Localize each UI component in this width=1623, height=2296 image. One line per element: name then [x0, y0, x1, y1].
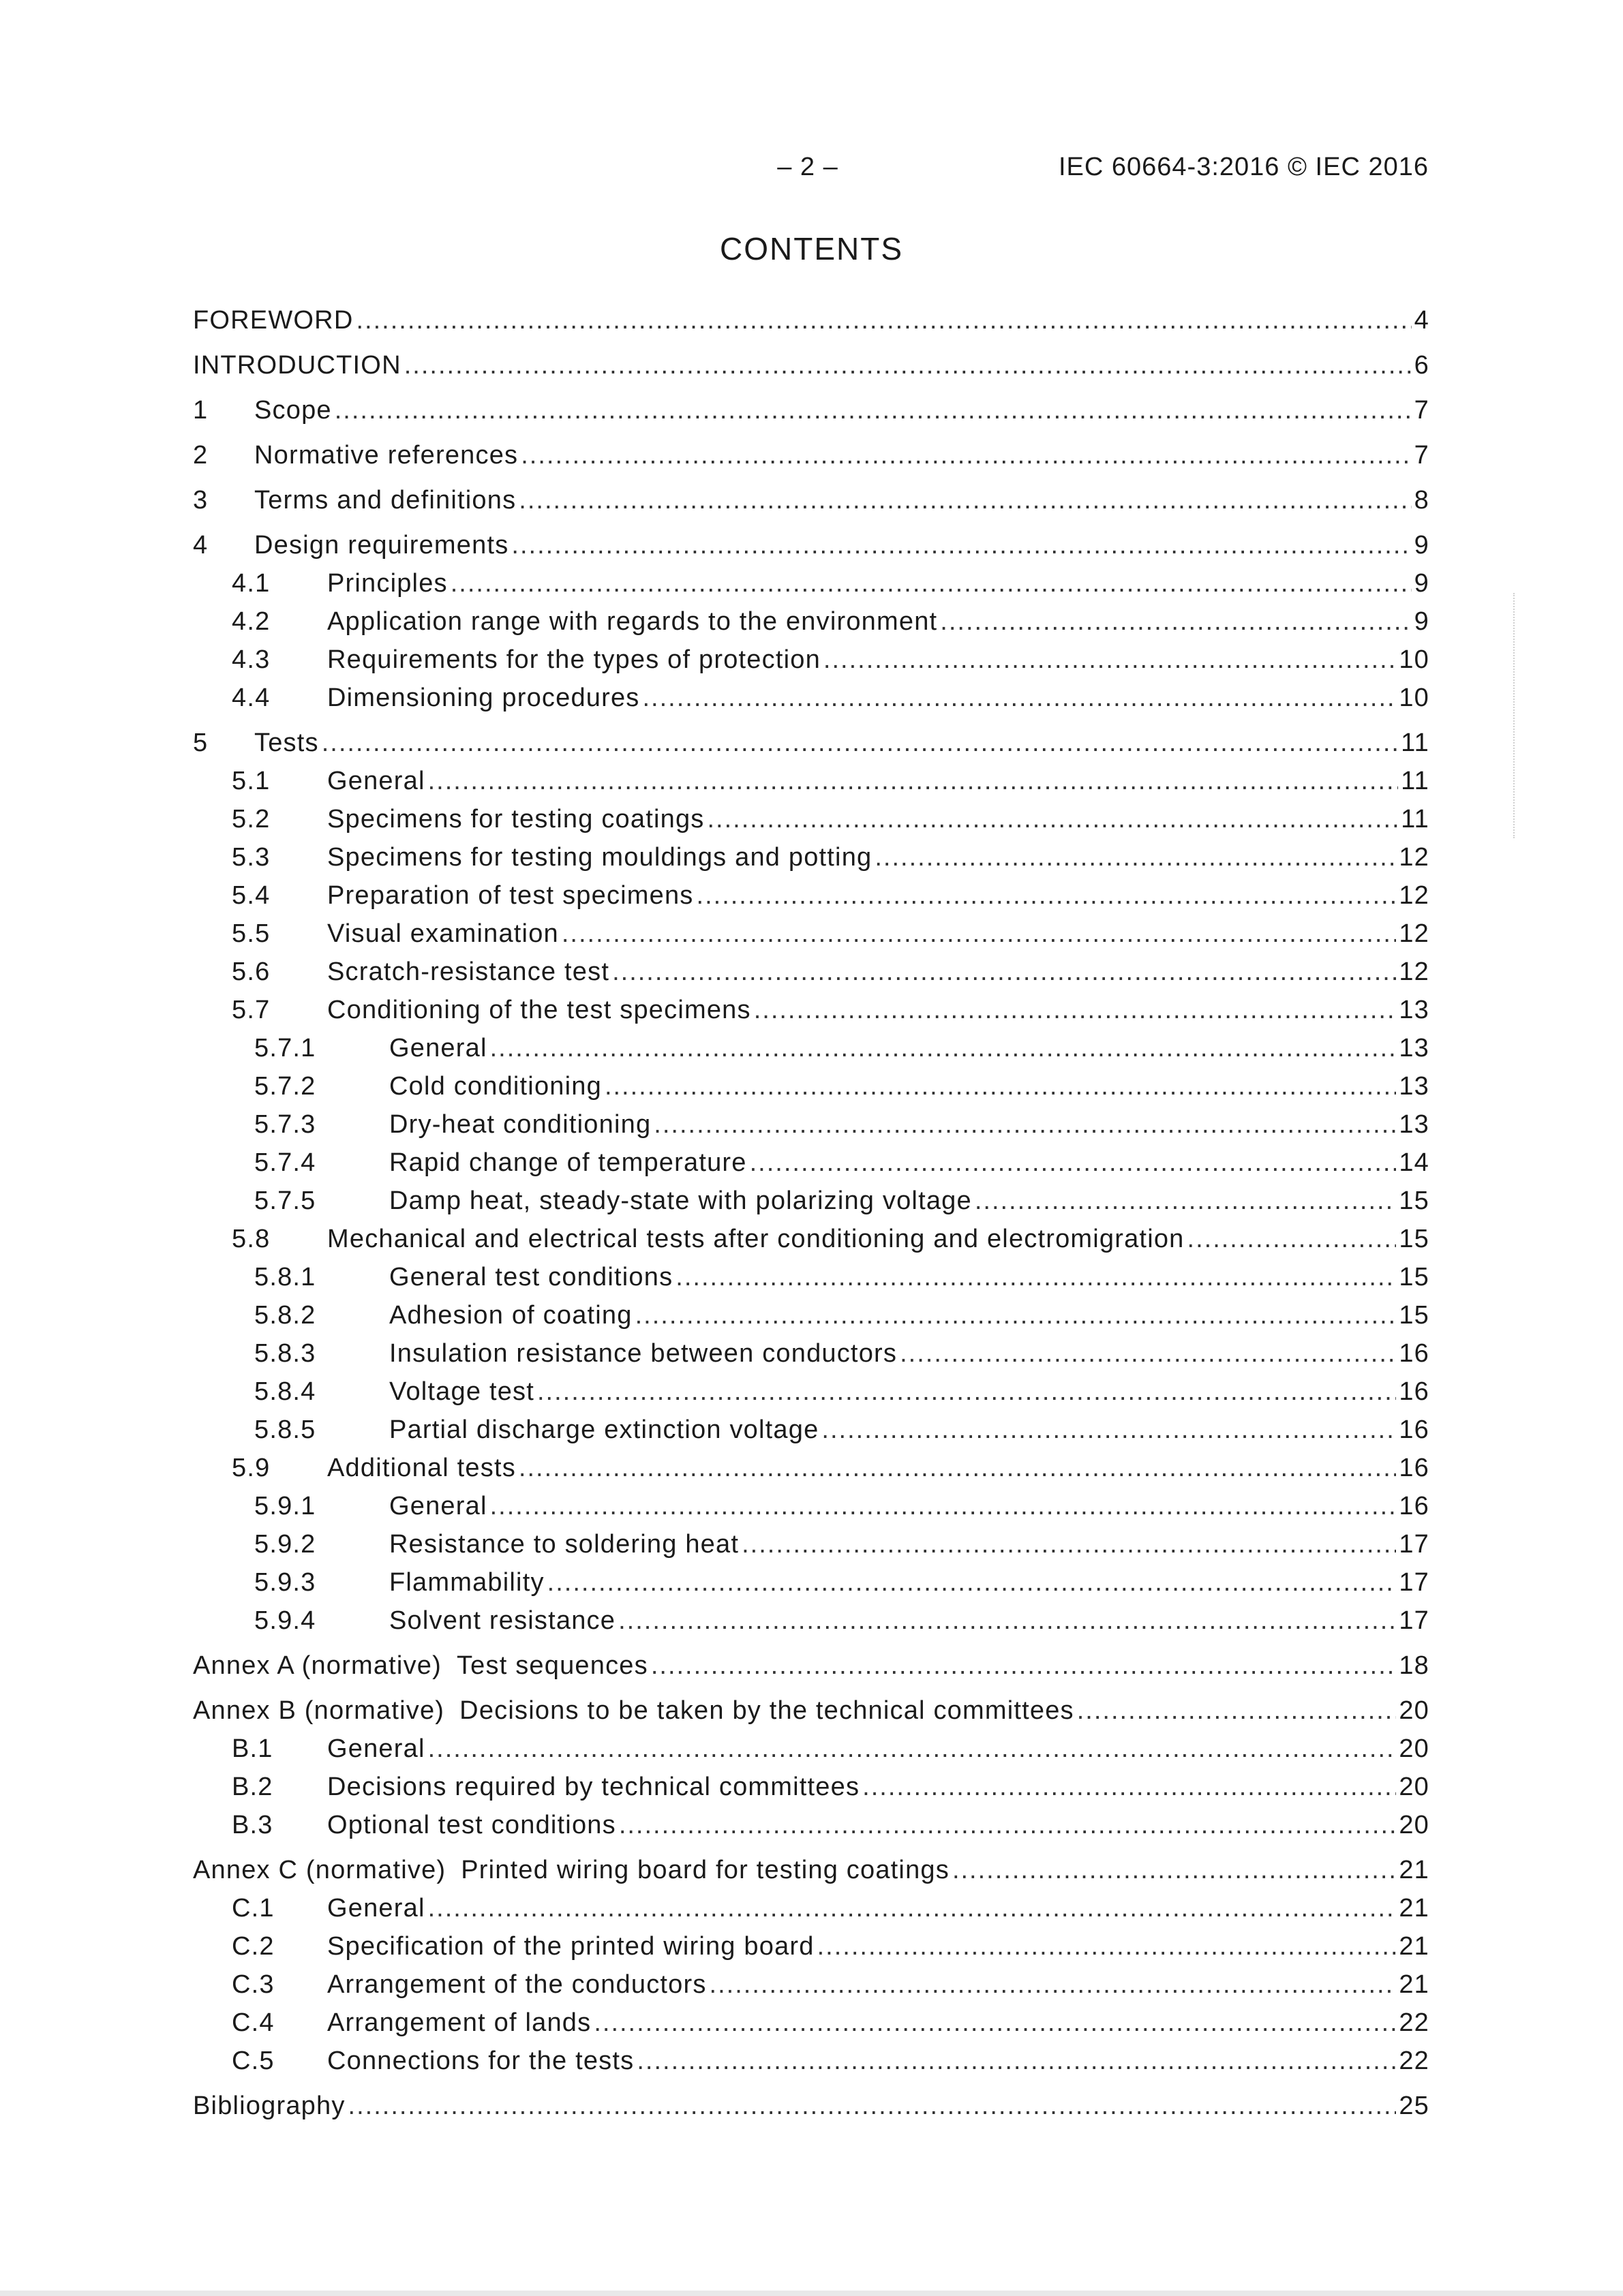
toc-entry-page: 22 — [1399, 2008, 1429, 2037]
toc-entry-title: Terms and definitions — [254, 486, 517, 515]
toc-entry-number: B.1 — [232, 1734, 273, 1763]
toc-entry-number: 4 — [193, 531, 209, 560]
toc-entry[interactable] — [193, 1065, 1429, 1103]
toc-entry[interactable] — [193, 1484, 1429, 1522]
toc-entry[interactable] — [193, 638, 1429, 676]
toc-entry[interactable] — [193, 874, 1429, 912]
toc-entry-page: 17 — [1399, 1606, 1429, 1635]
toc-entry[interactable] — [193, 2039, 1429, 2077]
toc-entry[interactable] — [193, 912, 1429, 950]
toc-entry-page: 20 — [1399, 1773, 1429, 1801]
toc-entry-title: Preparation of test specimens — [327, 881, 694, 910]
toc-entry-number: Annex B (normative) — [193, 1696, 445, 1725]
toc-entry-page: 11 — [1401, 805, 1429, 833]
toc-entry-number: 5.8.3 — [254, 1339, 316, 1368]
toc-entry-number: C.4 — [232, 2008, 275, 2037]
toc-entry-number: 5.8.2 — [254, 1301, 316, 1330]
table-of-contents — [193, 292, 1429, 2122]
document-reference: IEC 60664-3:2016 © IEC 2016 — [1058, 153, 1429, 181]
dot-leader — [511, 529, 1411, 562]
toc-entry-number: 5.8.1 — [254, 1263, 316, 1291]
dot-leader — [750, 1146, 1397, 1179]
dot-leader — [537, 1375, 1396, 1408]
toc-entry-page: 21 — [1399, 1894, 1429, 1923]
toc-entry-title: General — [389, 1034, 487, 1062]
toc-entry-title: Tests — [254, 729, 319, 757]
dot-leader — [490, 1490, 1397, 1522]
toc-entry-title: Scope — [254, 396, 332, 425]
toc-entry-title: Visual examination — [327, 919, 559, 948]
toc-entry-page: 17 — [1399, 1530, 1429, 1559]
toc-entry-number: 5.7.4 — [254, 1148, 316, 1177]
toc-entry-title: Specification of the printed wiring board — [327, 1932, 815, 1961]
toc-entry[interactable] — [193, 1522, 1429, 1561]
toc-entry-number: C.3 — [232, 1970, 275, 1999]
toc-entry-title: General — [389, 1492, 487, 1520]
toc-entry-title: Design requirements — [254, 531, 509, 560]
dot-leader — [637, 2045, 1396, 2077]
toc-entry-page: 9 — [1414, 569, 1429, 598]
toc-entry-page: 16 — [1399, 1339, 1429, 1368]
toc-entry-page: 7 — [1414, 441, 1429, 470]
toc-entry-number: 5.1 — [232, 767, 271, 795]
toc-entry-page: 22 — [1399, 2047, 1429, 2075]
toc-entry-page: 16 — [1399, 1492, 1429, 1520]
toc-entry[interactable] — [193, 433, 1429, 472]
toc-entry-page: 4 — [1414, 306, 1429, 335]
toc-entry-title: Decisions to be taken by the technical committees — [459, 1696, 1074, 1725]
toc-entry[interactable] — [193, 299, 1429, 337]
toc-entry-title: Adhesion of coating — [389, 1301, 633, 1330]
toc-entry-page: 12 — [1399, 919, 1429, 948]
toc-entry-title: Cold conditioning — [389, 1072, 602, 1101]
dot-leader — [428, 1892, 1397, 1925]
toc-entry-title: Principles — [327, 569, 448, 598]
dot-leader — [900, 1337, 1396, 1370]
toc-entry-title: Rapid change of temperature — [389, 1148, 747, 1177]
toc-entry-title: Scratch-resistance test — [327, 958, 610, 986]
dot-leader — [490, 1032, 1397, 1065]
dot-leader — [428, 765, 1399, 797]
toc-entry-title: Voltage test — [389, 1377, 534, 1406]
toc-entry-title: General test conditions — [389, 1263, 673, 1291]
dot-leader — [451, 567, 1412, 600]
toc-entry-page: 17 — [1399, 1568, 1429, 1597]
dot-leader — [643, 682, 1397, 714]
toc-entry-number: 1 — [193, 396, 209, 425]
dot-leader — [547, 1566, 1397, 1599]
dot-leader — [1187, 1223, 1397, 1255]
dot-leader — [519, 1452, 1396, 1484]
toc-entry-page: 25 — [1399, 2092, 1429, 2120]
toc-entry-title: Arrangement of the conductors — [327, 1970, 707, 1999]
toc-entry-title: Additional tests — [327, 1454, 516, 1482]
toc-entry-page: 14 — [1399, 1148, 1429, 1177]
toc-entry[interactable] — [193, 1727, 1429, 1765]
toc-entry-title: Specimens for testing coatings — [327, 805, 705, 833]
dot-leader — [322, 726, 1398, 759]
toc-entry-page: 13 — [1399, 996, 1429, 1024]
toc-entry[interactable] — [193, 562, 1429, 600]
toc-entry-number: 4.4 — [232, 684, 271, 712]
toc-entry-number: 5.4 — [232, 881, 271, 910]
toc-entry-page: 12 — [1399, 881, 1429, 910]
toc-entry-title: General — [327, 1734, 425, 1763]
toc-entry-title: Partial discharge extinction voltage — [389, 1415, 819, 1444]
toc-entry-page: 10 — [1399, 684, 1429, 712]
toc-entry-page: 21 — [1399, 1932, 1429, 1961]
dot-leader — [817, 1930, 1397, 1963]
dot-leader — [708, 803, 1399, 836]
toc-entry[interactable] — [193, 950, 1429, 988]
toc-entry-number: Annex C (normative) — [193, 1856, 446, 1884]
toc-entry-number: 4.1 — [232, 569, 271, 598]
toc-entry-number: 5.9.2 — [254, 1530, 316, 1559]
toc-entry[interactable] — [193, 836, 1429, 874]
toc-entry[interactable] — [193, 388, 1429, 427]
toc-entry-number: C.1 — [232, 1894, 275, 1923]
toc-entry-number: 3 — [193, 486, 209, 515]
toc-entry[interactable] — [193, 1294, 1429, 1332]
toc-entry-page: 18 — [1399, 1651, 1429, 1680]
dot-leader — [651, 1649, 1397, 1682]
toc-entry-title: Printed wiring board for testing coatings — [461, 1856, 950, 1884]
toc-entry-page: 20 — [1399, 1696, 1429, 1725]
toc-entry[interactable] — [193, 1925, 1429, 1963]
dot-leader — [519, 484, 1411, 517]
toc-entry-title: Mechanical and electrical tests after conditioning and electromigration — [327, 1225, 1185, 1253]
toc-title: CONTENTS — [720, 231, 903, 266]
toc-entry[interactable] — [193, 1848, 1429, 1886]
toc-entry-title: Normative references — [254, 441, 519, 470]
toc-entry-number: 5.8.5 — [254, 1415, 316, 1444]
dot-leader — [612, 955, 1396, 988]
dot-leader — [348, 2090, 1397, 2122]
toc-entry-title: Dry-heat conditioning — [389, 1110, 652, 1139]
toc-entry[interactable] — [193, 1370, 1429, 1408]
toc-entry-number: C.2 — [232, 1932, 275, 1961]
toc-entry[interactable] — [193, 1765, 1429, 1803]
toc-entry[interactable] — [193, 1561, 1429, 1599]
toc-entry[interactable] — [193, 1408, 1429, 1446]
toc-entry[interactable] — [193, 2001, 1429, 2039]
toc-entry[interactable] — [193, 797, 1429, 836]
toc-entry-title: Bibliography — [193, 2092, 346, 2120]
toc-entry[interactable] — [193, 523, 1429, 562]
toc-entry-page: 13 — [1399, 1034, 1429, 1062]
toc-entry[interactable] — [193, 1446, 1429, 1484]
toc-entry[interactable] — [193, 2084, 1429, 2122]
toc-entry-title: Solvent resistance — [389, 1606, 616, 1635]
toc-entry-number: 4.2 — [232, 607, 271, 636]
toc-entry[interactable] — [193, 1179, 1429, 1217]
dot-leader — [940, 605, 1411, 638]
dot-leader — [335, 394, 1412, 427]
toc-entry-title: Arrangement of lands — [327, 2008, 592, 2037]
toc-entry-title: Application range with regards to the environment — [327, 607, 938, 636]
toc-entry-page: 21 — [1399, 1856, 1429, 1884]
toc-entry-number: 5.9 — [232, 1454, 271, 1482]
toc-entry-number: 5.8 — [232, 1225, 271, 1253]
dot-leader — [619, 1809, 1397, 1841]
toc-entry-page: 15 — [1399, 1187, 1429, 1215]
toc-entry[interactable] — [193, 988, 1429, 1026]
dot-leader — [862, 1771, 1396, 1803]
toc-entry-page: 9 — [1414, 531, 1429, 560]
toc-entry-title: Resistance to soldering heat — [389, 1530, 740, 1559]
toc-entry-number: 4.3 — [232, 645, 271, 674]
toc-entry-number: 5.3 — [232, 843, 271, 872]
toc-entry-number: 5.9.1 — [254, 1492, 316, 1520]
toc-entry-title: General — [327, 1894, 425, 1923]
dot-leader — [618, 1604, 1396, 1637]
toc-entry[interactable] — [193, 1255, 1429, 1294]
toc-entry[interactable] — [193, 1103, 1429, 1141]
toc-entry-page: 15 — [1399, 1301, 1429, 1330]
toc-entry[interactable] — [193, 343, 1429, 382]
toc-entry-page: 11 — [1401, 729, 1429, 757]
dot-leader — [676, 1261, 1396, 1294]
toc-entry-title: Decisions required by technical committees — [327, 1773, 860, 1801]
toc-entry-number: 5.8.4 — [254, 1377, 316, 1406]
toc-entry[interactable] — [193, 1689, 1429, 1727]
toc-entry[interactable] — [193, 1803, 1429, 1841]
toc-entry-number: 5.9.4 — [254, 1606, 316, 1635]
dot-leader — [821, 1413, 1396, 1446]
toc-entry-page: 8 — [1414, 486, 1429, 515]
toc-entry-number: 5.7 — [232, 996, 271, 1024]
toc-entry[interactable] — [193, 1217, 1429, 1255]
toc-entry-number: 5.7.2 — [254, 1072, 316, 1101]
toc-entry[interactable] — [193, 1963, 1429, 2001]
toc-entry-number: C.5 — [232, 2047, 275, 2075]
toc-entry-page: 20 — [1399, 1734, 1429, 1763]
dot-leader — [697, 879, 1397, 912]
toc-entry-page: 13 — [1399, 1072, 1429, 1101]
toc-entry[interactable] — [193, 1026, 1429, 1065]
dot-leader — [635, 1299, 1397, 1332]
toc-entry-number: 5.5 — [232, 919, 271, 948]
toc-entry-title: Conditioning of the test specimens — [327, 996, 751, 1024]
toc-entry-number: Annex A (normative) — [193, 1651, 442, 1680]
toc-entry[interactable] — [193, 676, 1429, 714]
dot-leader — [710, 1968, 1397, 2001]
toc-entry-page: 16 — [1399, 1415, 1429, 1444]
toc-entry-page: 15 — [1399, 1263, 1429, 1291]
toc-entry-page: 12 — [1399, 843, 1429, 872]
toc-entry-number: 5 — [193, 729, 209, 757]
toc-entry-title: Requirements for the types of protection — [327, 645, 821, 674]
toc-entry-number: 5.2 — [232, 805, 271, 833]
dot-leader — [562, 917, 1396, 950]
toc-entry-number: B.2 — [232, 1773, 273, 1801]
toc-entry-page: 20 — [1399, 1811, 1429, 1839]
dot-leader — [594, 2006, 1396, 2039]
margin-mark — [1513, 593, 1517, 838]
toc-entry-number: 5.7.1 — [254, 1034, 316, 1062]
toc-entry-title: Dimensioning procedures — [327, 684, 640, 712]
toc-entry-title: FOREWORD — [193, 306, 354, 335]
toc-entry-number: 5.6 — [232, 958, 271, 986]
toc-entry-page: 15 — [1399, 1225, 1429, 1253]
toc-entry-page: 6 — [1414, 351, 1429, 380]
toc-entry-title: Optional test conditions — [327, 1811, 616, 1839]
bottom-rule — [0, 2291, 1623, 2296]
toc-entry-number: B.3 — [232, 1811, 273, 1839]
page-number: – 2 – — [777, 153, 838, 181]
dot-leader — [404, 349, 1412, 382]
dot-leader — [605, 1070, 1396, 1103]
dot-leader — [521, 439, 1411, 472]
toc-entry[interactable] — [193, 759, 1429, 797]
toc-entry-number: 5.7.3 — [254, 1110, 316, 1139]
toc-entry[interactable] — [193, 1141, 1429, 1179]
dot-leader — [875, 841, 1396, 874]
dot-leader — [356, 304, 1411, 337]
dot-leader — [654, 1108, 1396, 1141]
toc-entry-title: Insulation resistance between conductors — [389, 1339, 898, 1368]
toc-entry-title: Specimens for testing mouldings and potting — [327, 843, 873, 872]
toc-entry-page: 16 — [1399, 1454, 1429, 1482]
toc-entry-page: 9 — [1414, 607, 1429, 636]
dot-leader — [823, 643, 1396, 676]
dot-leader — [742, 1528, 1396, 1561]
dot-leader — [952, 1854, 1396, 1886]
toc-entry[interactable] — [193, 1332, 1429, 1370]
toc-entry-page: 21 — [1399, 1970, 1429, 1999]
toc-entry-number: 5.9.3 — [254, 1568, 316, 1597]
toc-entry-title: Damp heat, steady-state with polarizing voltage — [389, 1187, 972, 1215]
toc-entry-page: 11 — [1401, 767, 1429, 795]
toc-entry-number: 5.7.5 — [254, 1187, 316, 1215]
dot-leader — [975, 1184, 1397, 1217]
toc-entry-title: INTRODUCTION — [193, 351, 401, 380]
toc-entry[interactable] — [193, 1886, 1429, 1925]
toc-entry-page: 10 — [1399, 645, 1429, 674]
toc-entry-title: General — [327, 767, 425, 795]
dot-leader — [754, 994, 1397, 1026]
toc-entry-title: Flammability — [389, 1568, 545, 1597]
toc-entry-number: 2 — [193, 441, 209, 470]
toc-entry-title: Test sequences — [456, 1651, 648, 1680]
dot-leader — [428, 1732, 1397, 1765]
toc-entry[interactable] — [193, 1644, 1429, 1682]
toc-entry-page: 12 — [1399, 958, 1429, 986]
toc-entry[interactable] — [193, 478, 1429, 517]
toc-entry-page: 7 — [1414, 396, 1429, 425]
toc-entry-title: Connections for the tests — [327, 2047, 635, 2075]
toc-entry-page: 13 — [1399, 1110, 1429, 1139]
dot-leader — [1077, 1694, 1397, 1727]
toc-entry[interactable] — [193, 721, 1429, 759]
toc-entry-page: 16 — [1399, 1377, 1429, 1406]
toc-entry[interactable] — [193, 600, 1429, 638]
toc-entry[interactable] — [193, 1599, 1429, 1637]
